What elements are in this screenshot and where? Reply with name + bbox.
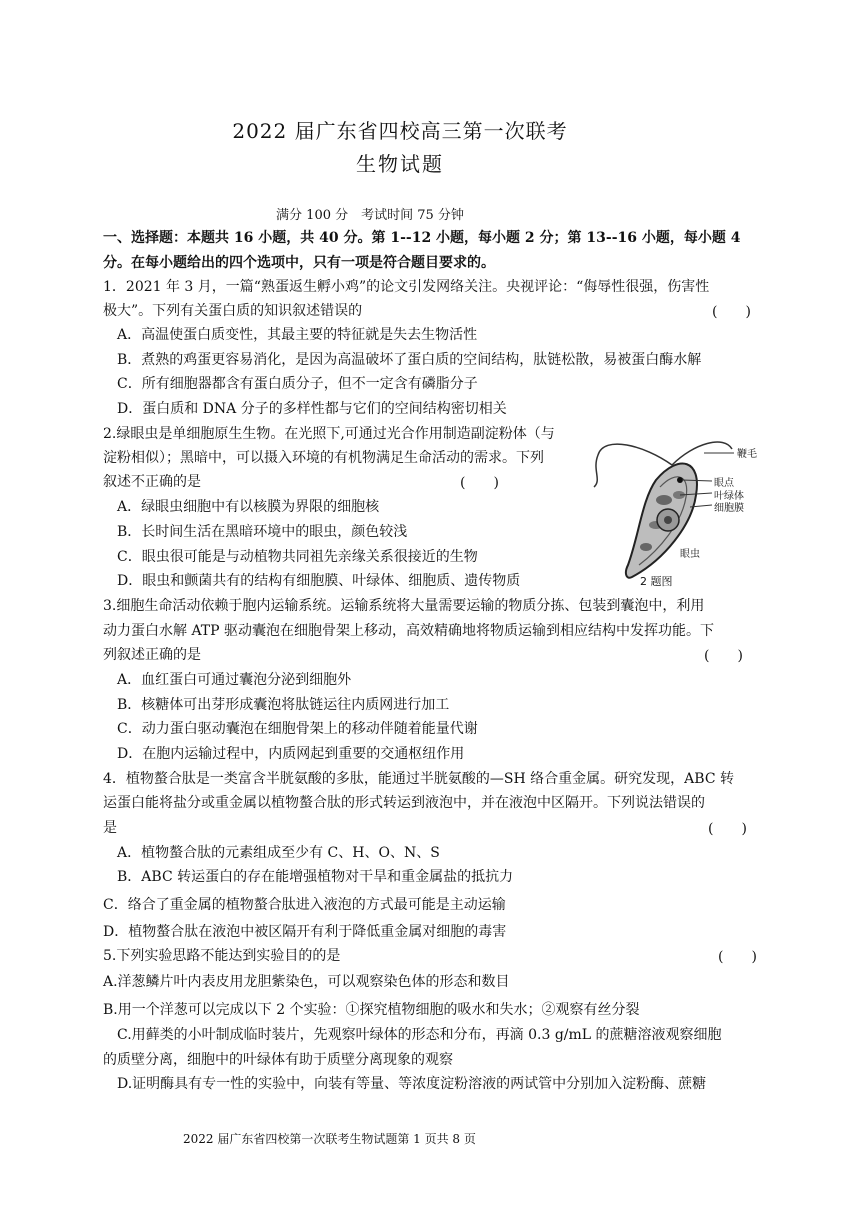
eyespot-label: 眼点 xyxy=(714,478,734,489)
q5-answer-paren: ( ) xyxy=(718,949,757,965)
q4-option-b: B．ABC 转运蛋白的存在能增强植物对干旱和重金属盐的抵抗力 xyxy=(117,869,514,885)
q4-stem-line2: 运蛋白能将盐分或重金属以植物螯合肽的形式转运到液泡中，并在液泡中区隔开。下列说法错误的 xyxy=(103,795,705,811)
q2-answer-paren: ( ) xyxy=(460,475,499,491)
q4-option-a: A．植物螯合肽的元素组成至少有 C、H、O、N、S xyxy=(117,845,440,861)
q4-option-d: D．植物螯合肽在液泡中被区隔开有利于降低重金属对细胞的毒害 xyxy=(103,924,507,940)
q2-stem-line1: 2.绿眼虫是单细胞原生生物。在光照下,可通过光合作用制造副淀粉体（与 xyxy=(103,426,555,442)
q3-option-b: B．核糖体可出芽形成囊泡将肽链运往内质网进行加工 xyxy=(117,697,450,713)
q4-answer-paren: ( ) xyxy=(708,821,747,837)
q1-stem-line2: 极大”。下列有关蛋白质的知识叙述错误的 xyxy=(103,303,363,319)
q2-stem-line2: 淀粉相似）；黑暗中，可以摄入环境的有机物满足生命活动的需求。下列 xyxy=(103,450,544,466)
chloroplast-label: 叶绿体 xyxy=(714,491,744,502)
q5-option-d: D.证明酶具有专一性的实验中，向装有等量、等浓度淀粉溶液的两试管中分别加入淀粉酶、蔗糖 xyxy=(117,1076,707,1092)
q5-option-c-cont: 的质壁分离，细胞中的叶绿体有助于质壁分离现象的观察 xyxy=(103,1052,453,1068)
exam-title: 2022 届广东省四校高三第一次联考 xyxy=(232,119,568,143)
q1-option-b: B．煮熟的鸡蛋更容易消化，是因为高温破坏了蛋白质的空间结构，肽链松散，易被蛋白酶水解 xyxy=(117,352,702,368)
q5-option-b: B.用一个洋葱可以完成以下 2 个实验：①探究植物细胞的吸水和失水；②观察有丝分裂 xyxy=(103,1002,640,1018)
q3-stem-line1: 3.细胞生命活动依赖于胞内运输系统。运输系统将大量需要运输的物质分拣、包装到囊泡中，利用 xyxy=(103,598,705,614)
q5-stem-line1: 5.下列实验思路不能达到实验目的的是 xyxy=(103,948,341,964)
q3-option-d: D．在胞内运输过程中，内质网起到重要的交通枢纽作用 xyxy=(117,746,465,762)
q2-option-c: C．眼虫很可能是与动植物共同祖先亲缘关系很接近的生物 xyxy=(117,549,478,565)
flagellum-label: 鞭毛 xyxy=(737,449,757,460)
q3-stem-line3: 列叙述正确的是 xyxy=(103,647,201,663)
q1-option-d: D．蛋白质和 DNA 分子的多样性都与它们的空间结构密切相关 xyxy=(117,401,507,417)
membrane-label: 细胞膜 xyxy=(714,503,744,514)
q1-stem-line1: 1．2021 年 3 月，一篇“熟蛋返生孵小鸡”的论文引发网络关注。央视评论：“侮辱性很强，伤害性 xyxy=(103,279,710,295)
euglena-name-label: 眼虫 xyxy=(680,549,700,560)
q2-stem-line3: 叙述不正确的是 xyxy=(103,474,201,490)
q2-option-d: D．眼虫和颤菌共有的结构有细胞膜、叶绿体、细胞质、遗传物质 xyxy=(117,573,521,589)
q3-option-a: A．血红蛋白可通过囊泡分泌到细胞外 xyxy=(117,672,352,688)
q4-option-c: C．络合了重金属的植物螯合肽进入液泡的方式最可能是主动运输 xyxy=(103,897,506,913)
q3-option-c: C．动力蛋白驱动囊泡在细胞骨架上的移动伴随着能量代谢 xyxy=(117,721,478,737)
q3-stem-line2: 动力蛋白水解 ATP 驱动囊泡在细胞骨架上移动，高效精确地将物质运输到相应结构中发挥功能。下 xyxy=(103,623,715,639)
q4-stem-line1: 4．植物螯合肽是一类富含半胱氨酸的多肽，能通过半胱氨酸的—SH 络合重金属。研究发现，ABC 转 xyxy=(103,771,734,787)
section-heading-line2: 分。在每小题给出的四个选项中，只有一项是符合题目要求的。 xyxy=(103,255,495,271)
q2-option-a: A．绿眼虫细胞中有以核膜为界限的细胞核 xyxy=(117,499,380,515)
section-heading-line1: 一、选择题：本题共 16 小题，共 40 分。第 1--12 小题，每小题 2 分；第 13--16 小题，每小题 4 xyxy=(103,230,741,246)
q5-option-c: C.用藓类的小叶制成临时装片，先观察叶绿体的形态和分布，再滴 0.3 g/mL 的蔗糖溶液观察细胞 xyxy=(117,1027,722,1043)
q4-stem-line3: 是 xyxy=(103,820,117,836)
q1-option-a: A．高温使蛋白质变性，其最主要的特征就是失去生物活性 xyxy=(117,327,478,343)
euglena-figure xyxy=(584,425,774,590)
q5-option-a: A.洋葱鳞片叶内表皮用龙胆紫染色，可以观察染色体的形态和数目 xyxy=(103,974,510,990)
q3-answer-paren: ( ) xyxy=(704,648,743,664)
page-footer: 2022 届广东省四校第一次联考生物试题第 1 页共 8 页 xyxy=(183,1132,476,1146)
q1-option-c: C．所有细胞器都含有蛋白质分子，但不一定含有磷脂分子 xyxy=(117,376,478,392)
exam-meta: 满分 100 分 考试时间 75 分钟 xyxy=(276,208,464,223)
q2-option-b: B．长时间生活在黑暗环境中的眼虫，颜色较浅 xyxy=(117,524,408,540)
q1-answer-paren: ( ) xyxy=(712,304,751,320)
figure-caption: 2 题图 xyxy=(640,575,673,588)
exam-subject: 生物试题 xyxy=(356,152,444,176)
